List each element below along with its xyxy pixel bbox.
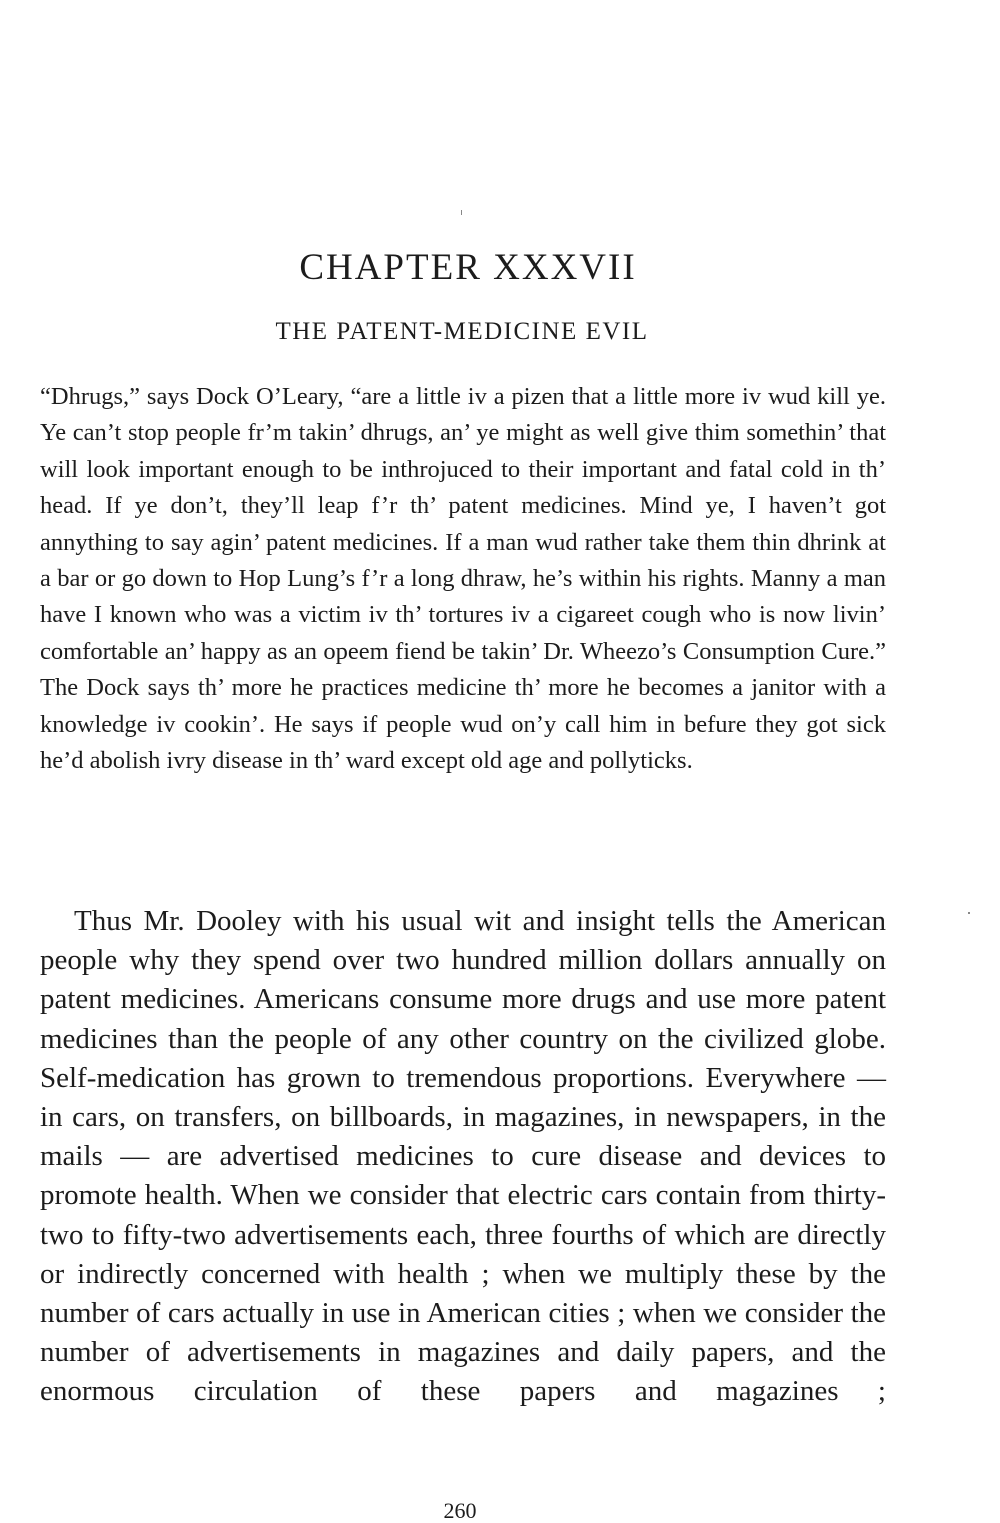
page-number: 260 bbox=[443, 1498, 477, 1523]
chapter-number: CHAPTER XXXVII bbox=[299, 247, 637, 288]
body-paragraph: Thus Mr. Dooley with his usual wit and insight tells the American people why they spend over two hundred million dollars annually on patent medicines. Americans consume more drugs and use more patent medicines than the people of any other country on the civilized globe. Self-medication has grown to tremendous proportions. Everywhere — in cars, on transfers, on billboards, in magazines, in newspapers, in the mails — are advertised medicines to cure disease and devices to promote health. When we consider that electric cars contain from thirty-two to fifty-two advertisements each, three fourths of which are directly or indirectly concerned with health ; when we multiply these by the number of cars actually in use in American cities ; when we consider the number of advertisements in magazines and daily papers, and the enormous circulation of these papers and magazines ; bbox=[40, 905, 886, 1408]
print-speck bbox=[968, 912, 970, 914]
print-speck bbox=[461, 210, 462, 215]
body-text bbox=[40, 902, 886, 1412]
dooley-quote bbox=[40, 379, 886, 779]
chapter-title: THE PATENT-MEDICINE EVIL bbox=[275, 318, 649, 345]
quote-paragraph: “Dhrugs,” says Dock O’Leary, “are a little iv a pizen that a little more iv wud kill ye. Ye can’t stop people fr’m takin’ dhrugs, an’ ye might as well give thim somethin’ that will look important enough to be inthrojuced to their important and fatal cold in th’ head. If ye don’t, they’ll leap f’r th’ patent medicines. Mind ye, I haven’t got annything to say agin’ patent medicines. If a man wud rather take them thin dhrink at a bar or go down to Hop Lung’s f’r a long dhraw, he’s within his rights. Manny a man have I known who was a victim iv th’ tortures iv a cigareet cough who is now livin’ comfortable an’ happy as an opeem fiend be takin’ Dr. Wheezo’s Consumption Cure.” The Dock says th’ more he practices medicine th’ more he becomes a janitor with a knowledge iv cookin’. He says if people wud on’y call him in befure they got sick he’d abolish ivry disease in th’ ward except old age and pollyticks. bbox=[40, 383, 886, 775]
